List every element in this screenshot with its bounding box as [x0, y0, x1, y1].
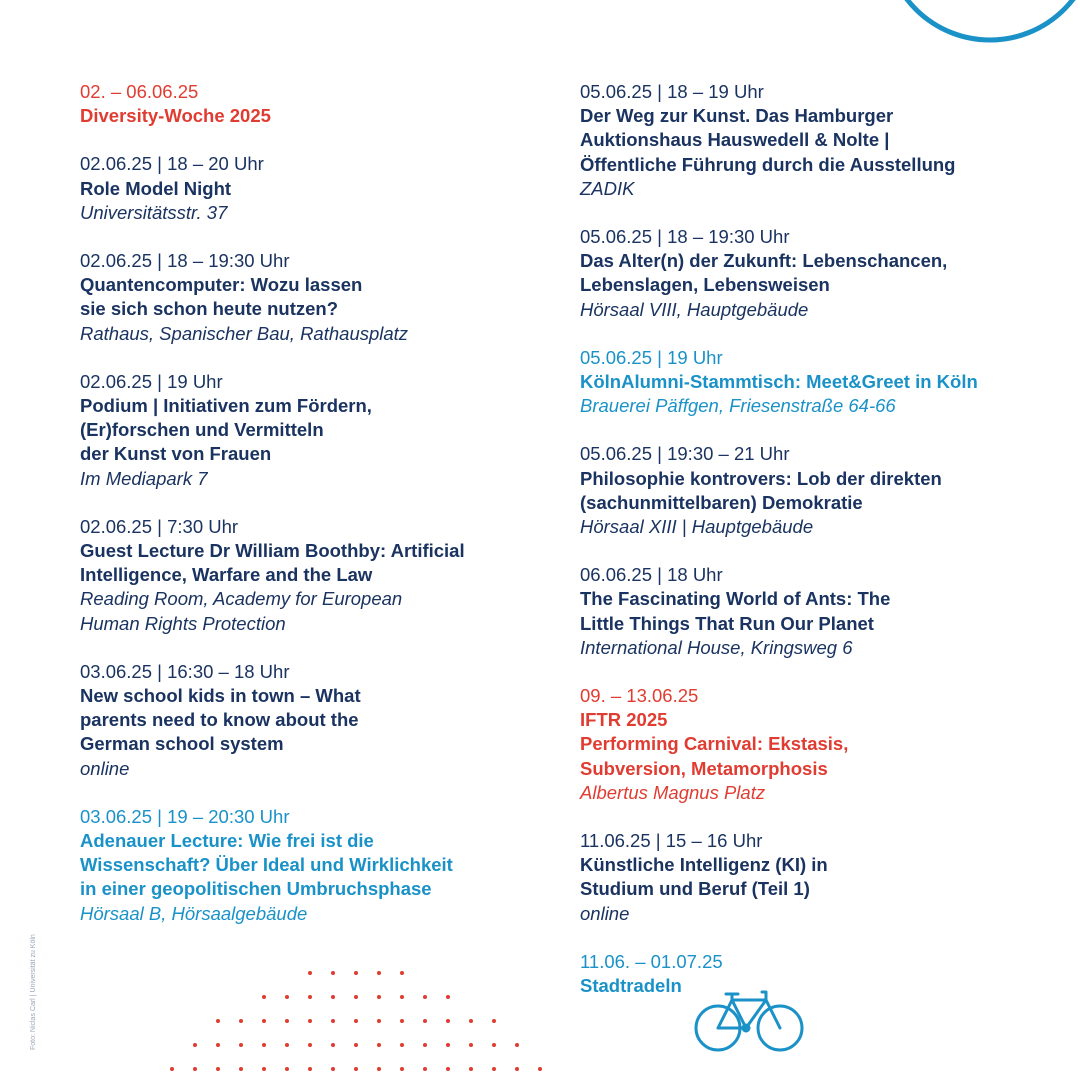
dot [377, 995, 381, 999]
dot [469, 1067, 473, 1071]
dot [446, 1043, 450, 1047]
dot [285, 1067, 289, 1071]
event-title: Guest Lecture Dr William Boothby: Artificial [80, 540, 465, 562]
event-title: Künstliche Intelligenz (KI) in [580, 854, 828, 876]
dot [446, 1067, 450, 1071]
dot-pattern [160, 960, 560, 1080]
event-title: Little Things That Run Our Planet [580, 612, 874, 634]
event-item [580, 563, 1060, 660]
event-item [580, 829, 1060, 926]
dot [193, 1043, 197, 1047]
event-title: Performing Carnival: Ekstasis, [580, 733, 849, 755]
event-date: 05.06.25 | 19 Uhr [580, 346, 723, 368]
dot [423, 1067, 427, 1071]
event-date: 05.06.25 | 18 – 19:30 Uhr [580, 226, 790, 248]
dot [331, 1019, 335, 1023]
dot [331, 1067, 335, 1071]
dot [515, 1067, 519, 1071]
dot [446, 1019, 450, 1023]
dot [492, 1019, 496, 1023]
dot [239, 1019, 243, 1023]
event-date: 02.06.25 | 19 Uhr [80, 370, 223, 392]
event-title: Wissenschaft? Über Ideal und Wirklichkeit [80, 854, 453, 876]
event-title: der Kunst von Frauen [80, 443, 272, 465]
circle-arc-icon [0, 0, 1080, 60]
dot [377, 1019, 381, 1023]
event-date: 09. – 13.06.25 [580, 685, 699, 707]
dot [308, 995, 312, 999]
event-item [580, 225, 1060, 322]
dot [216, 1019, 220, 1023]
event-title: (sachunmittelbaren) Demokratie [580, 491, 863, 513]
dot [285, 1019, 289, 1023]
event-title: KölnAlumni-Stammtisch: Meet&Greet in Köln [580, 371, 978, 393]
event-title: in einer geopolitischen Umbruchsphase [80, 878, 432, 900]
dot [170, 1067, 174, 1071]
event-item [580, 442, 1060, 539]
event-item [80, 249, 550, 346]
event-title: The Fascinating World of Ants: The [580, 588, 891, 610]
event-location: Brauerei Päffgen, Friesenstraße 64-66 [580, 395, 896, 417]
dot [262, 1043, 266, 1047]
event-title: Auktionshaus Hauswedell & Nolte | [580, 129, 890, 151]
dot [239, 1043, 243, 1047]
dot [515, 1043, 519, 1047]
event-location: Universitätsstr. 37 [80, 201, 228, 223]
dot [354, 995, 358, 999]
event-title: Subversion, Metamorphosis [580, 757, 828, 779]
event-item [580, 950, 1060, 998]
dot [331, 971, 335, 975]
event-title: Podium | Initiativen zum Fördern, [80, 395, 372, 417]
event-item [80, 80, 550, 128]
event-location: online [80, 757, 130, 779]
dot [354, 1067, 358, 1071]
dot [308, 1067, 312, 1071]
event-date: 03.06.25 | 19 – 20:30 Uhr [80, 805, 290, 827]
event-location: online [580, 902, 630, 924]
event-title: Adenauer Lecture: Wie frei ist die [80, 830, 374, 852]
dot [239, 1067, 243, 1071]
dot [331, 1043, 335, 1047]
dot [262, 1067, 266, 1071]
event-date: 11.06. – 01.07.25 [580, 950, 723, 972]
dot [469, 1019, 473, 1023]
dot [285, 1043, 289, 1047]
event-location: Reading Room, Academy for European [80, 588, 403, 610]
dot [262, 995, 266, 999]
dot [400, 1067, 404, 1071]
event-title: parents need to know about the [80, 709, 359, 731]
dot [423, 1043, 427, 1047]
dot [469, 1043, 473, 1047]
event-item [580, 684, 1060, 805]
event-title: New school kids in town – What [80, 685, 361, 707]
event-title: Diversity-Woche 2025 [80, 105, 271, 127]
event-title: Intelligence, Warfare and the Law [80, 564, 373, 586]
dot [377, 1067, 381, 1071]
dot [400, 1043, 404, 1047]
dot [538, 1067, 542, 1071]
dot [377, 971, 381, 975]
dot [308, 1043, 312, 1047]
event-location: Hörsaal XIII | Hauptgebäude [580, 516, 814, 538]
dot [423, 1019, 427, 1023]
dot [216, 1067, 220, 1071]
event-date: 03.06.25 | 16:30 – 18 Uhr [80, 660, 290, 682]
event-title: Role Model Night [80, 177, 232, 199]
event-title: sie sich schon heute nutzen? [80, 298, 339, 320]
dot [400, 995, 404, 999]
dot [308, 971, 312, 975]
event-location: Hörsaal VIII, Hauptgebäude [580, 298, 809, 320]
event-item [80, 805, 550, 926]
photo-credit: Foto: Niclas Carl | Universität zu Köln [30, 934, 37, 1050]
event-location: Albertus Magnus Platz [580, 781, 766, 803]
event-title: Studium und Beruf (Teil 1) [580, 878, 810, 900]
event-date: 05.06.25 | 19:30 – 21 Uhr [580, 443, 790, 465]
event-location: Rathaus, Spanischer Bau, Rathausplatz [80, 322, 409, 344]
event-date: 02.06.25 | 7:30 Uhr [80, 515, 239, 537]
event-item [80, 515, 550, 636]
event-title: Das Alter(n) der Zukunft: Lebenschancen, [580, 250, 948, 272]
dot [492, 1043, 496, 1047]
dot [331, 995, 335, 999]
dot [377, 1043, 381, 1047]
event-item [580, 346, 1060, 419]
event-date: 02.06.25 | 18 – 20 Uhr [80, 153, 264, 175]
event-location: Im Mediapark 7 [80, 467, 208, 489]
event-date: 02. – 06.06.25 [80, 81, 199, 102]
bicycle-icon [692, 988, 808, 1054]
dot [193, 1067, 197, 1071]
dot [216, 1043, 220, 1047]
dot [423, 995, 427, 999]
event-date: 06.06.25 | 18 Uhr [580, 564, 723, 586]
event-date: 05.06.25 | 18 – 19 Uhr [580, 81, 764, 102]
event-list-left [80, 80, 550, 950]
dot [285, 995, 289, 999]
event-list-right [580, 80, 1060, 1022]
event-title: Öffentliche Führung durch die Ausstellung [580, 153, 956, 175]
event-title: (Er)forschen und Vermitteln [80, 419, 324, 441]
event-title: Philosophie kontrovers: Lob der direkten [580, 467, 942, 489]
event-title: Quantencomputer: Wozu lassen [80, 274, 363, 296]
event-date: 11.06.25 | 15 – 16 Uhr [580, 830, 763, 852]
event-item [80, 660, 550, 781]
event-location: International House, Kringsweg 6 [580, 636, 853, 658]
event-item [80, 370, 550, 491]
event-date: 02.06.25 | 18 – 19:30 Uhr [80, 250, 290, 272]
event-item [580, 80, 1060, 201]
event-location: ZADIK [580, 177, 635, 199]
dot [400, 971, 404, 975]
event-title: German school system [80, 733, 284, 755]
event-location: Hörsaal B, Hörsaalgebäude [80, 902, 308, 924]
dot [354, 971, 358, 975]
event-title: Der Weg zur Kunst. Das Hamburger [580, 105, 894, 127]
dot [354, 1019, 358, 1023]
dot [446, 995, 450, 999]
dot [492, 1067, 496, 1071]
dot [308, 1019, 312, 1023]
dot [262, 1019, 266, 1023]
dot [400, 1019, 404, 1023]
dot [354, 1043, 358, 1047]
event-location: Human Rights Protection [80, 612, 286, 634]
event-title: Stadtradeln [580, 975, 682, 997]
event-item [80, 152, 550, 225]
event-title: Lebenslagen, Lebensweisen [580, 274, 830, 296]
event-title: IFTR 2025 [580, 709, 668, 731]
